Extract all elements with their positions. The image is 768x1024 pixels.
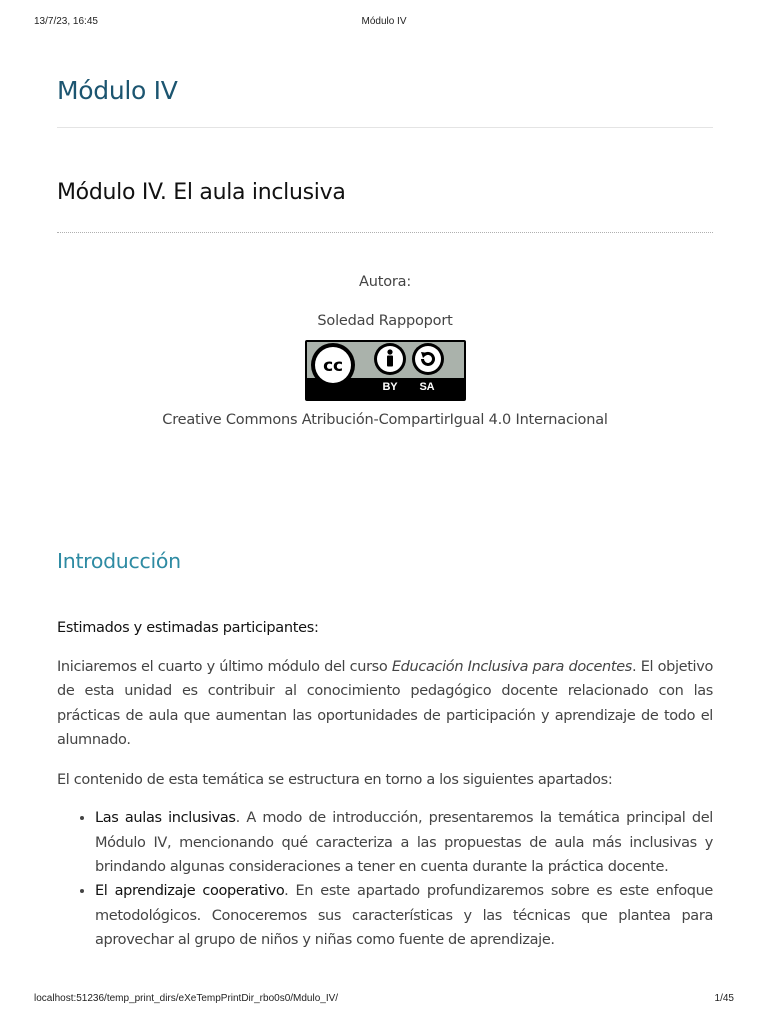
author-label: Autora:: [359, 274, 411, 290]
badge-sa-label: SA: [419, 381, 434, 393]
print-footer: [0, 993, 768, 1007]
cc-by-sa-license-badge[interactable]: [305, 340, 466, 401]
topic-term: Las aulas inclusivas: [95, 810, 236, 827]
list-item: • El aprendizaje cooperativo. En este apartado profundizaremos sobre es este enfoque metodológicos. Conoceremos sus características y las técnicas que plantea para aprovechar al grupo de niños y niñas como fuente de aprendizaje.: [95, 879, 713, 952]
introduction-heading: Introducción: [57, 549, 181, 573]
intro-paragraph: Iniciaremos el cuarto y último módulo del curso Educación Inclusiva para docentes. El objetivo de esta unidad es contribuir al conocimiento pedagógico docente relacionado con las prácticas de aula que aumentan las oportunidades de participación y aprendizaje de todo el alumnado.: [57, 659, 713, 748]
credits-block: [57, 271, 713, 431]
print-document-title: Módulo IV: [361, 16, 407, 27]
site-title: Módulo IV: [57, 76, 178, 105]
print-datetime: 13/7/23, 16:45: [34, 16, 98, 27]
header-divider: [57, 127, 713, 128]
share-alike-icon: [412, 343, 444, 375]
course-name: Educación Inclusiva para docentes: [391, 659, 633, 675]
page-content: [57, 72, 713, 952]
list-item: • Las aulas inclusivas. A modo de introducción, presentaremos la temática principal del Módulo IV, mencionando qué caracteriza a las propuestas de aula más inclusivas y brindando algunas consideraciones a tener en cuenta durante la práctica docente.: [95, 806, 713, 879]
badge-by-label: BY: [382, 381, 397, 393]
attribution-icon: [374, 343, 406, 375]
author-name: Soledad Rappoport: [317, 313, 453, 329]
structure-paragraph: El contenido de esta temática se estructura en torno a los siguientes apartados:: [57, 772, 613, 789]
page-number: 1/45: [714, 993, 734, 1004]
cc-logo-icon: [311, 343, 355, 387]
print-url: localhost:51236/temp_print_dirs/eXeTempPrintDir_rbo0s0/Mdulo_IV/: [34, 993, 339, 1004]
title-divider: [57, 232, 713, 233]
greeting: Estimados y estimadas participantes:: [57, 620, 319, 636]
cc-logo-text: cc: [322, 356, 343, 376]
topics-list: [57, 806, 713, 952]
print-header: [0, 16, 768, 30]
license-text: Creative Commons Atribución-CompartirIgual 4.0 Internacional: [162, 412, 608, 428]
page-title: Módulo IV. El aula inclusiva: [57, 180, 346, 205]
topic-term: El aprendizaje cooperativo: [95, 883, 285, 900]
